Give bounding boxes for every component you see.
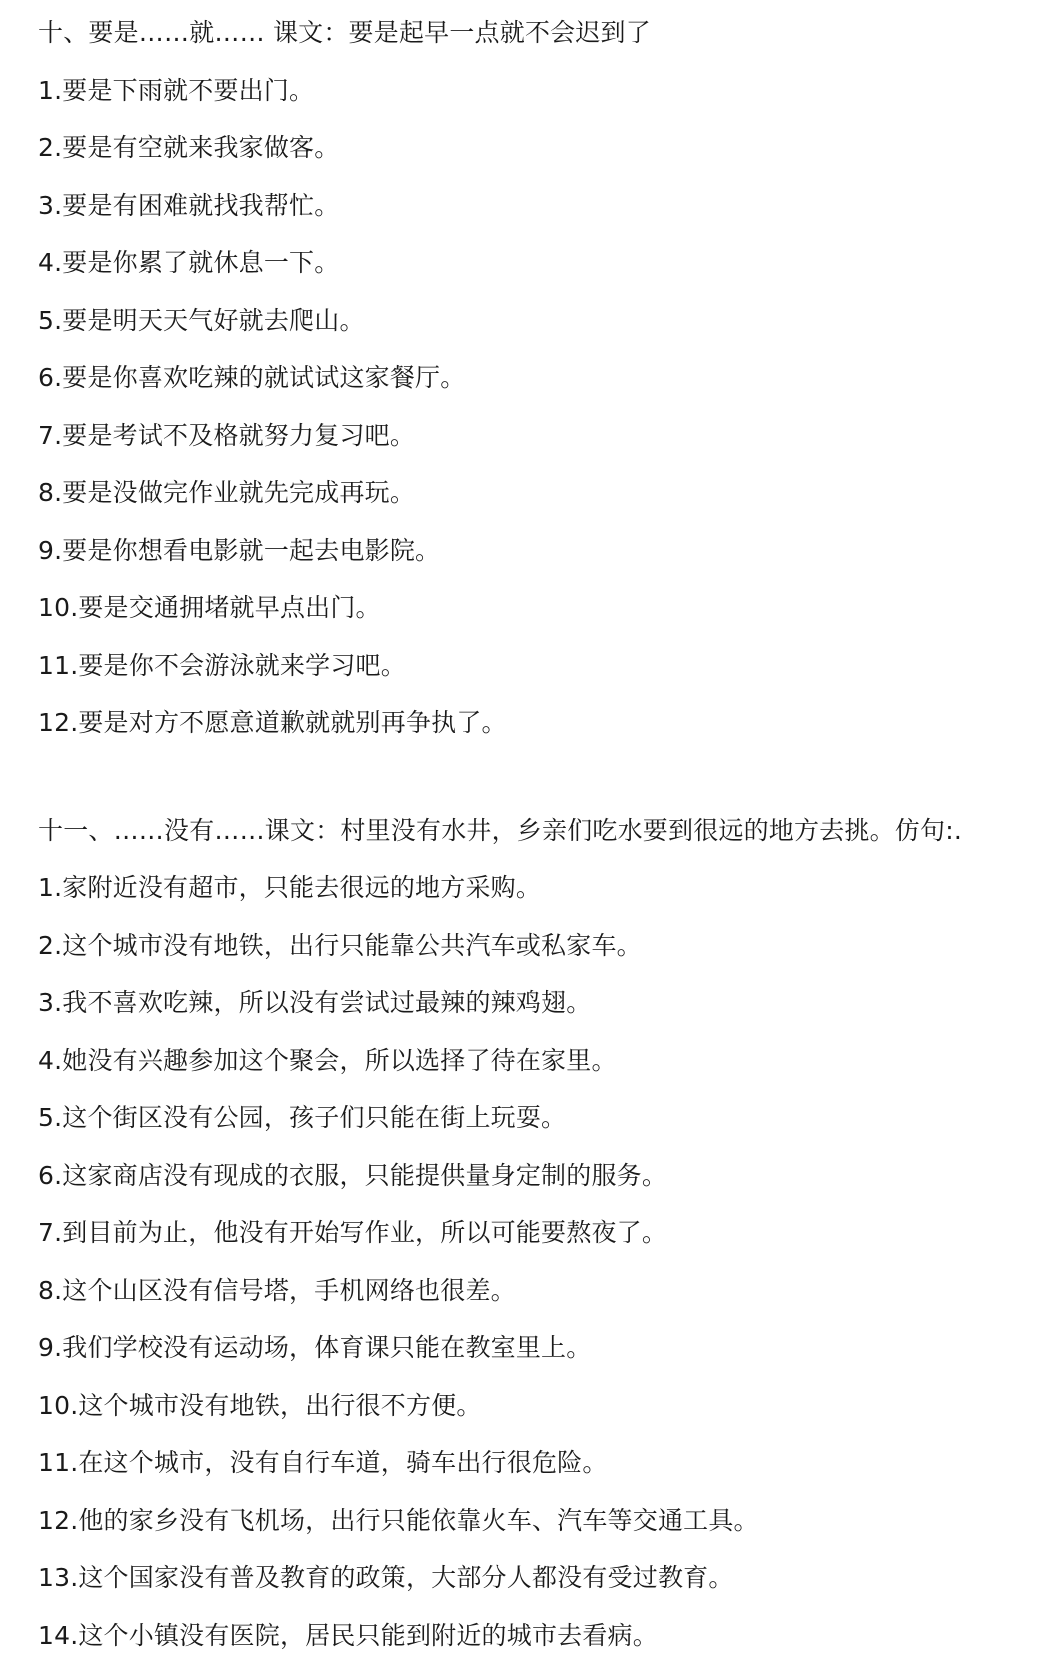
section-spacer (38, 762, 1037, 812)
list-item: 9.我们学校没有运动场，体育课只能在教室里上。 (38, 1329, 1037, 1387)
list-item: 10.要是交通拥堵就早点出门。 (38, 589, 1037, 647)
list-item: 6.这家商店没有现成的衣服，只能提供量身定制的服务。 (38, 1157, 1037, 1215)
list-item: 3.我不喜欢吃辣，所以没有尝试过最辣的辣鸡翅。 (38, 984, 1037, 1042)
list-item: 9.要是你想看电影就一起去电影院。 (38, 532, 1037, 590)
list-item: 12.要是对方不愿意道歉就就别再争执了。 (38, 704, 1037, 762)
list-item: 13.这个国家没有普及教育的政策，大部分人都没有受过教育。 (38, 1559, 1037, 1617)
list-item: 14.这个小镇没有医院，居民只能到附近的城市去看病。 (38, 1617, 1037, 1674)
list-item: 1.要是下雨就不要出门。 (38, 72, 1037, 130)
list-item: 4.要是你累了就休息一下。 (38, 244, 1037, 302)
section-eleven (38, 812, 1037, 1674)
list-item: 4.她没有兴趣参加这个聚会，所以选择了待在家里。 (38, 1042, 1037, 1100)
list-item: 1.家附近没有超市，只能去很远的地方采购。 (38, 869, 1037, 927)
list-item: 2.这个城市没有地铁，出行只能靠公共汽车或私家车。 (38, 927, 1037, 985)
list-item: 8.要是没做完作业就先完成再玩。 (38, 474, 1037, 532)
list-item: 12.他的家乡没有飞机场，出行只能依靠火车、汽车等交通工具。 (38, 1502, 1037, 1560)
list-item: 3.要是有困难就找我帮忙。 (38, 187, 1037, 245)
list-item: 10.这个城市没有地铁，出行很不方便。 (38, 1387, 1037, 1445)
list-item: 5.这个街区没有公园，孩子们只能在街上玩耍。 (38, 1099, 1037, 1157)
section-heading: 十一、……没有……课文：村里没有水井，乡亲们吃水要到很远的地方去挑。仿句:. (38, 812, 1037, 870)
list-item: 6.要是你喜欢吃辣的就试试这家餐厅。 (38, 359, 1037, 417)
list-item: 11.在这个城市，没有自行车道，骑车出行很危险。 (38, 1444, 1037, 1502)
list-item: 7.要是考试不及格就努力复习吧。 (38, 417, 1037, 475)
list-item: 8.这个山区没有信号塔，手机网络也很差。 (38, 1272, 1037, 1330)
list-item: 2.要是有空就来我家做客。 (38, 129, 1037, 187)
section-ten (38, 14, 1037, 762)
list-item: 7.到目前为止，他没有开始写作业，所以可能要熬夜了。 (38, 1214, 1037, 1272)
list-item: 11.要是你不会游泳就来学习吧。 (38, 647, 1037, 705)
list-item: 5.要是明天天气好就去爬山。 (38, 302, 1037, 360)
section-heading: 十、要是……就…… 课文：要是起早一点就不会迟到了 (38, 14, 1037, 72)
